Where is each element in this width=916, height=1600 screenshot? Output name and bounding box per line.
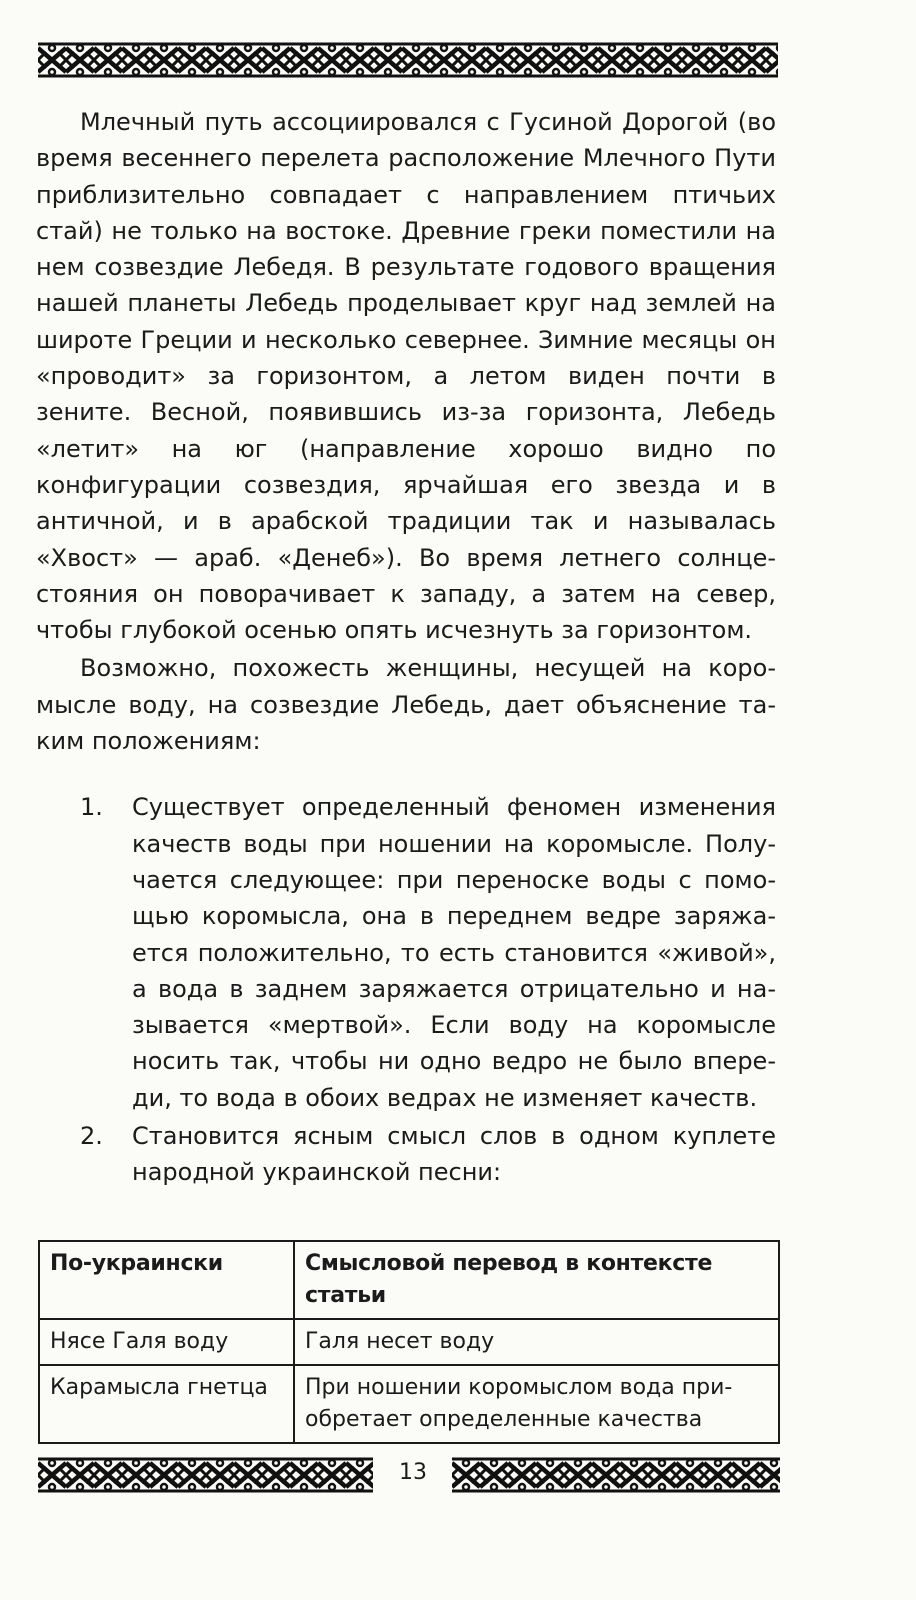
top-ornament-border	[38, 42, 778, 78]
list-item	[36, 1118, 776, 1191]
list-number: 2.	[80, 1122, 103, 1151]
song-translation-table	[38, 1240, 780, 1444]
cell-ukrainian: Нясе Галя воду	[39, 1319, 294, 1365]
main-text	[36, 104, 776, 1193]
cell-ukrainian: Карамысла гнетца	[39, 1365, 294, 1443]
header-ukrainian: По-украински	[39, 1241, 294, 1319]
cell-translation: При ношении коромыслом вода приобретает определенные качества	[294, 1365, 779, 1443]
bottom-right-ornament	[452, 1457, 780, 1493]
table-row	[39, 1319, 779, 1365]
bottom-left-ornament	[38, 1457, 373, 1493]
cell-translation: Галя несет воду	[294, 1319, 779, 1365]
list-number: 1.	[80, 793, 103, 822]
table-row	[39, 1365, 779, 1443]
list-text: Становится ясным смысл слов в одном куплете народной украинской песни:	[132, 1122, 776, 1187]
paragraph-woman-yoke: Возможно, похожесть женщины, несущей на коромысле воду, на созвездие Лебедь, дает объяснение таким положениям:	[36, 654, 776, 756]
numbered-list	[36, 789, 776, 1190]
paragraph-milky-way: Млечный путь ассоциировался с Гусиной Дорогой (во время весеннего перелета расположение Млечного Пути приблизительно совпадает с направлением птичьих стай) не только на востоке. Древние греки поместили на нем созвездие Лебедя. В результате годового вращения нашей планеты Лебедь проделывает круг над землей на широте Греции и несколько севернее. Зимние месяцы он «проводит» за горизонтом, а летом виден почти в зените. Весной, появившись из-за горизонта, Лебедь «летит» на юг (направление хорошо видно по конфигурации созвездия, ярчайшая его звезда и в античной, и в арабской традиции так и называлась «Хвост» — араб. «Денеб»). Во время летнего солнцестояния он поворачивает к западу, а затем на север, чтобы глубокой осенью опять исчезнуть за горизонтом.	[36, 108, 776, 645]
page-number: 13	[399, 1460, 427, 1485]
list-text: Существует определенный феномен изменения качеств воды при ношении на коромысле. Получается следующее: при переноске воды с помощью коромысла, она в переднем ведре заряжается положительно, то есть становится «живой», а вода в заднем заряжается отрицательно и называется «мертвой». Если воду на коромысле носить так, чтобы ни одно ведро не было впереди, то вода в обоих ведрах не изменяет качеств.	[132, 793, 776, 1112]
table-header-row	[39, 1241, 779, 1319]
list-item	[36, 789, 776, 1116]
header-translation: Смысловой перевод в контексте статьи	[294, 1241, 779, 1319]
